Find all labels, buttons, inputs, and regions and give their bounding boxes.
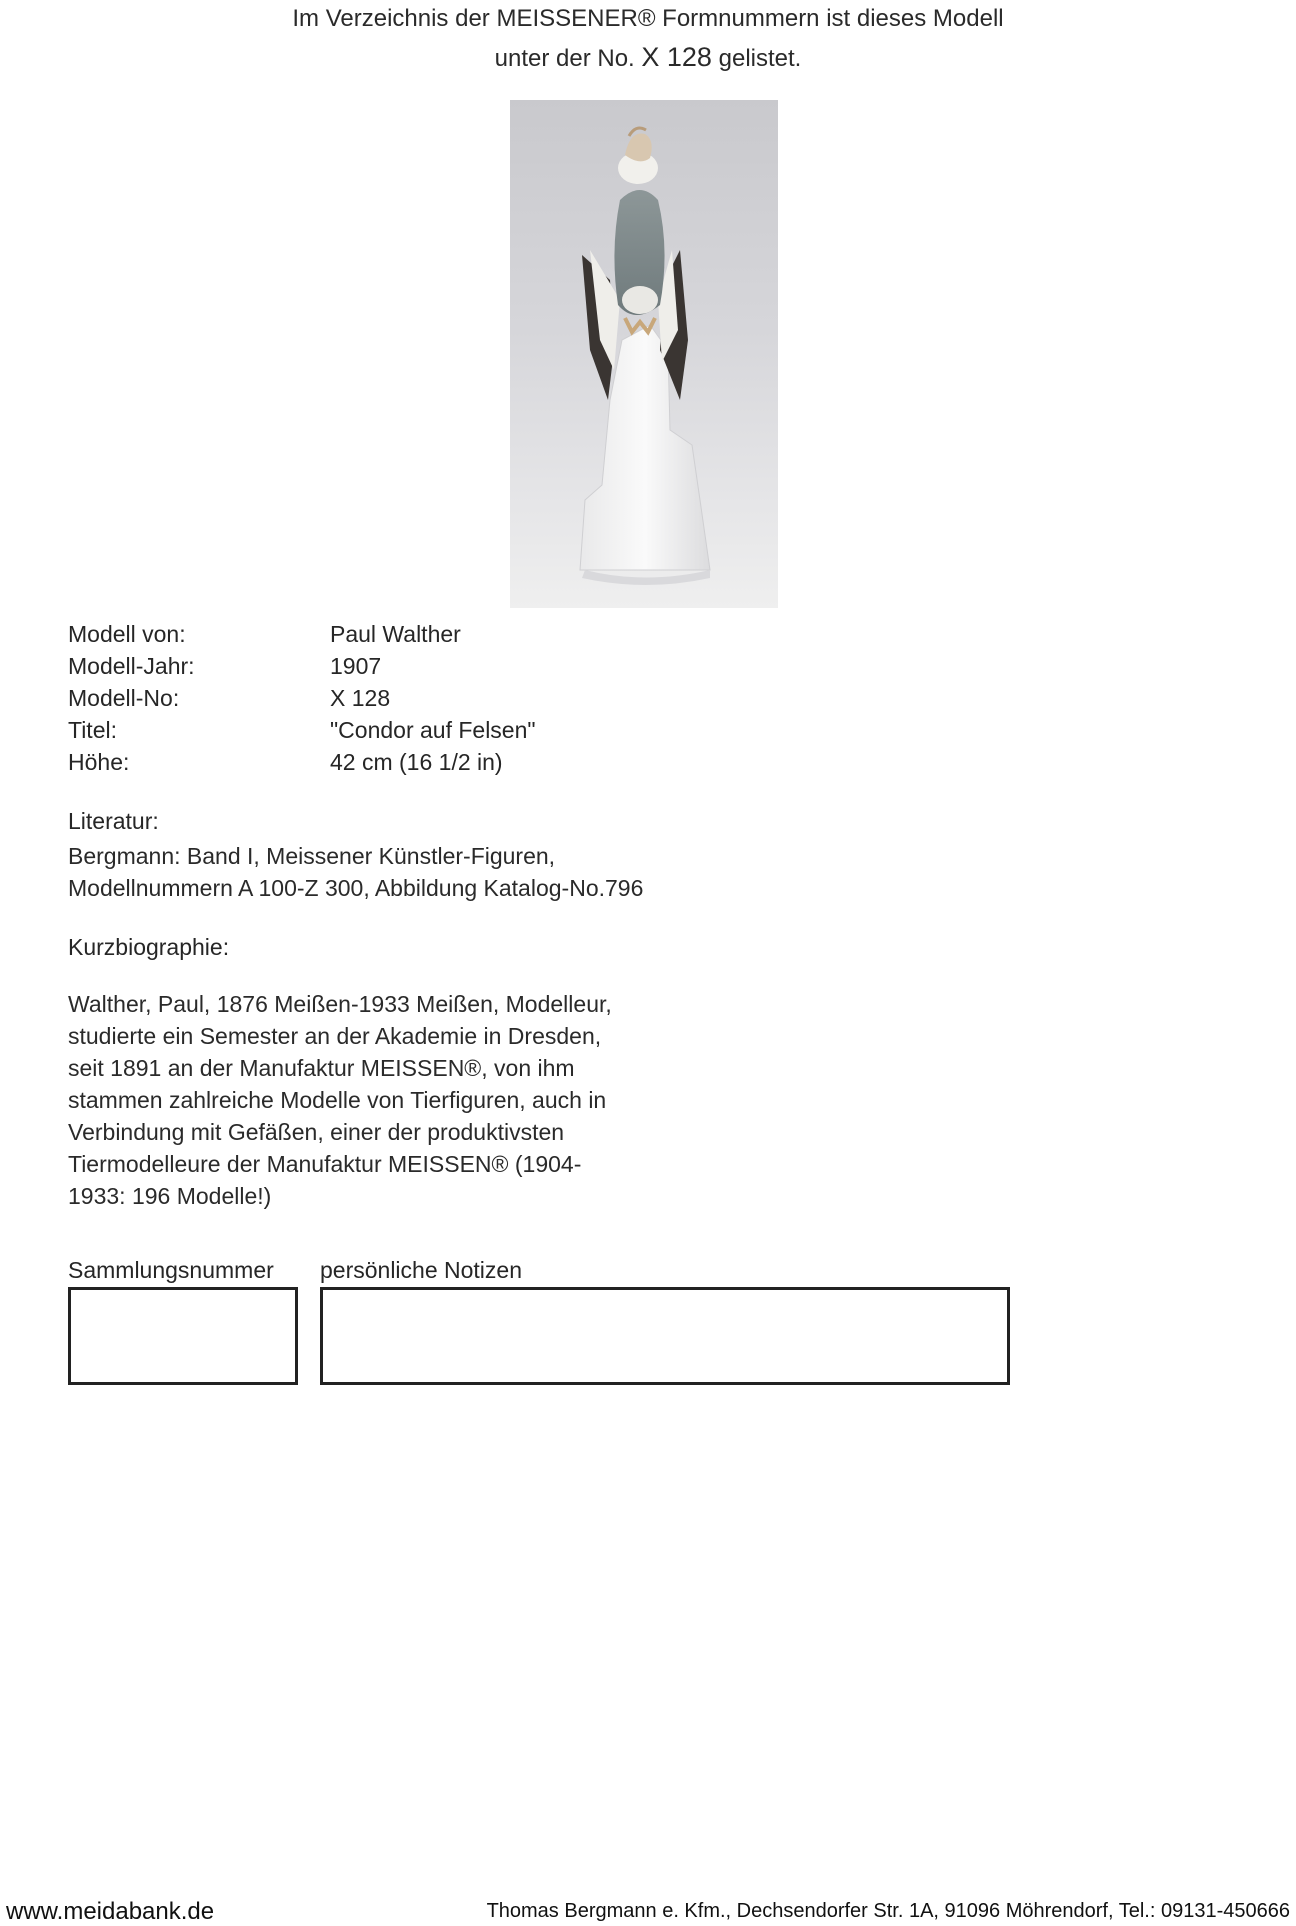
detail-value: 42 cm (16 1/2 in) [330,749,503,775]
detail-value: X 128 [330,685,391,711]
header-line-1: Im Verzeichnis der MEISSENER® Formnummern ist dieses Modell [292,5,1004,32]
header-prefix: unter der No. [494,45,635,72]
detail-row-height [68,746,536,778]
literature-text [68,840,643,904]
header-model-number: X 128 [641,42,712,72]
footer-address: Thomas Bergmann e. Kfm., Dechsendorfer Str. 1A, 91096 Möhrendorf, Tel.: 09131-450666 [486,1900,1290,1922]
biography-line: studierte ein Semester an der Akademie in Dresden, [68,1023,602,1049]
collection-number-field[interactable] [68,1287,298,1385]
detail-label: Modell von: [68,621,186,647]
detail-row-title [68,714,536,746]
header-suffix: gelistet. [718,45,802,72]
detail-value: 1907 [330,653,382,679]
header-line-2 [0,38,1296,78]
footer-website[interactable]: www.meidabank.de [6,1898,215,1925]
biography-line: Verbindung mit Gefäßen, einer der produktivsten [68,1119,565,1145]
detail-value: "Condor auf Felsen" [330,717,536,743]
biography-line: seit 1891 an der Manufaktur MEISSEN®, von ihm [68,1055,575,1081]
biography-text [68,988,648,1212]
detail-row-artist [68,618,536,650]
literature-line: Modellnummern A 100-Z 300, Abbildung Katalog-No.796 [68,875,644,901]
condor-on-rock-image [510,100,778,608]
personal-notes-label: persönliche Notizen [320,1257,523,1283]
biography-line: 1933: 196 Modelle!) [68,1183,272,1209]
detail-row-year [68,650,536,682]
biography-line: Walther, Paul, 1876 Meißen-1933 Meißen, Modelleur, [68,991,612,1017]
collection-number-label: Sammlungsnummer [68,1257,274,1283]
detail-label: Modell-No: [68,685,180,711]
header-text [0,0,1296,78]
model-details [68,618,536,778]
detail-label: Titel: [68,717,117,743]
personal-notes-field[interactable] [320,1287,1010,1385]
figurine-photo [510,100,778,608]
biography-label: Kurzbiographie: [68,934,230,960]
detail-label: Modell-Jahr: [68,653,195,679]
literature-line: Bergmann: Band I, Meissener Künstler-Figuren, [68,843,556,869]
detail-label: Höhe: [68,749,130,775]
biography-line: stammen zahlreiche Modelle von Tierfiguren, auch in [68,1087,607,1113]
detail-value: Paul Walther [330,621,461,647]
detail-row-model-no [68,682,536,714]
biography-line: Tiermodelleure der Manufaktur MEISSEN® (1904- [68,1151,582,1177]
literature-label: Literatur: [68,808,159,834]
